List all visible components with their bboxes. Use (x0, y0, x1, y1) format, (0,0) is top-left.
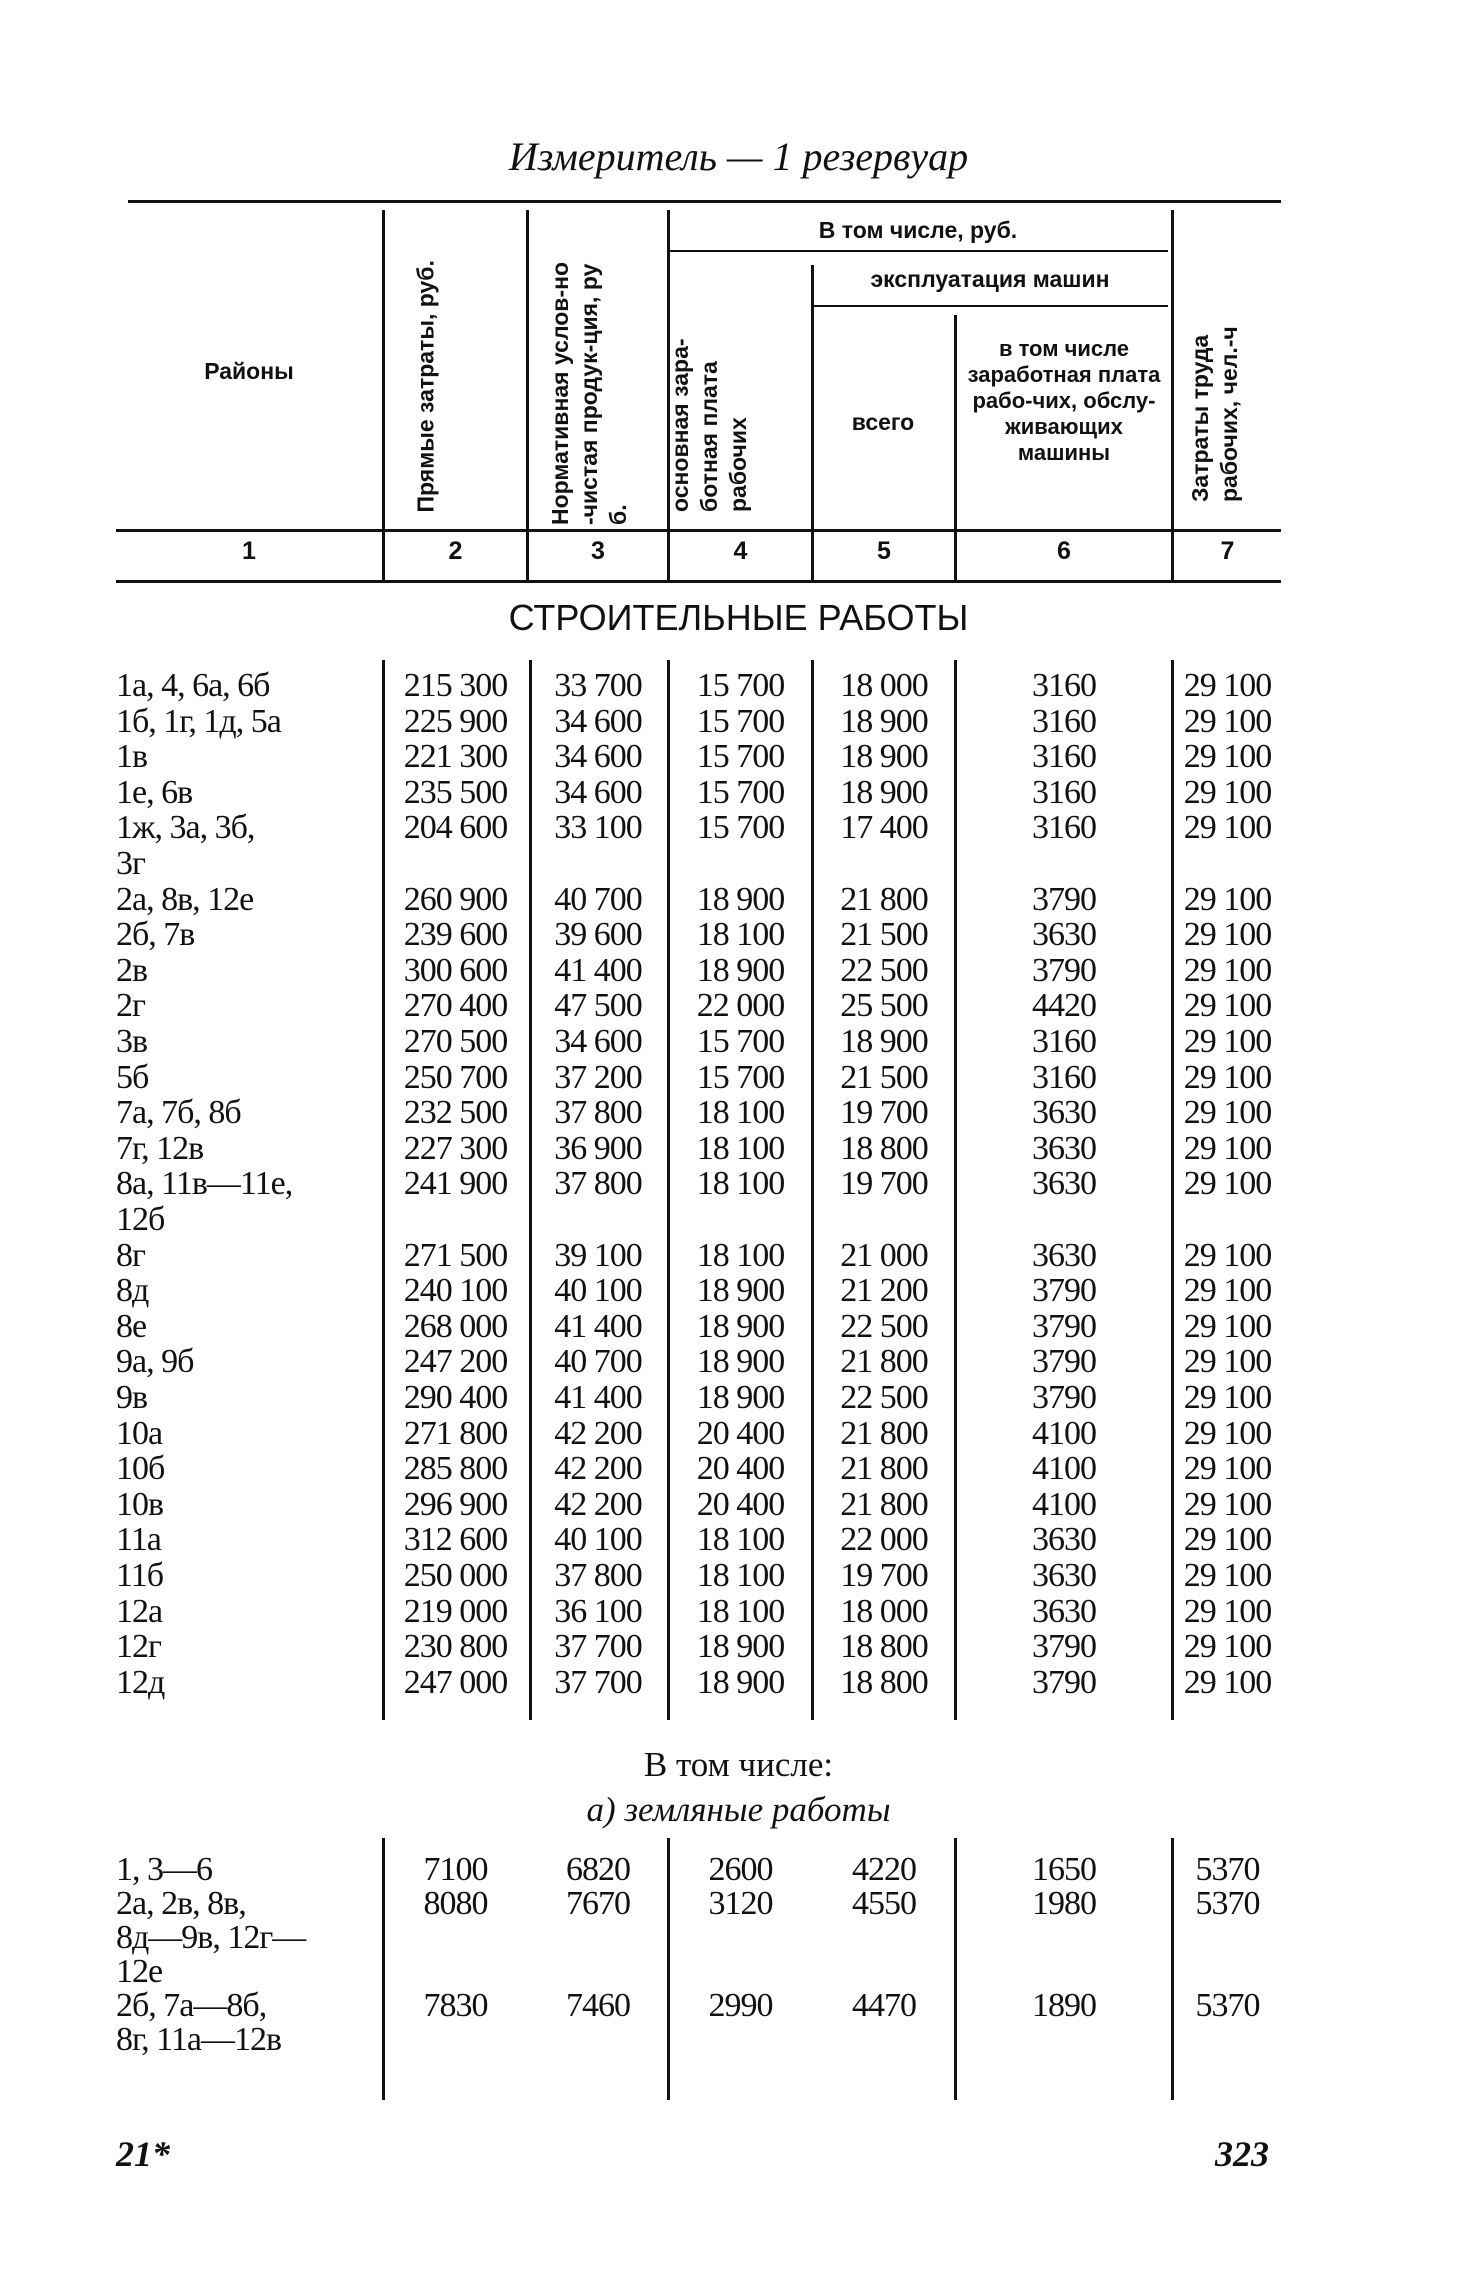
value-cell: 3790 (1032, 1628, 1096, 1666)
district-line: 1в (116, 738, 148, 776)
district-cell (116, 1131, 376, 1167)
column-number: 4 (733, 537, 748, 565)
value-cell: 232 500 (403, 1094, 508, 1132)
district-cell (116, 1380, 376, 1416)
district-line: 2б, 7а—8б, (116, 1987, 267, 2024)
value-cell: 21 000 (840, 1236, 928, 1274)
district-cell (116, 1238, 376, 1274)
value-cell: 18 000 (840, 667, 928, 704)
district-line: 7а, 7б, 8б (116, 1094, 241, 1132)
value-cell: 3790 (1032, 1307, 1096, 1345)
value-cell: 22 500 (840, 1379, 928, 1416)
district-line: 8д—9в, 12г— (116, 1919, 306, 1956)
value-cell: 312 600 (403, 1521, 508, 1559)
value-cell: 5370 (1195, 1987, 1260, 2024)
district-line: 2а, 2в, 8в, (116, 1885, 246, 1922)
district-line: 12а (116, 1592, 163, 1630)
value-cell: 215 300 (403, 667, 508, 704)
value-cell: 40 100 (554, 1521, 642, 1559)
value-cell: 7670 (566, 1885, 630, 1922)
district-cell (116, 1273, 376, 1309)
value-cell: 18 100 (696, 1129, 785, 1167)
value-cell: 271 800 (403, 1414, 508, 1452)
value-cell: 7830 (423, 1987, 488, 2024)
including-label: В том числе: (643, 1745, 834, 1784)
value-cell: 29 100 (1183, 1628, 1272, 1666)
district-line: 12г (116, 1628, 161, 1666)
value-cell: 15 700 (696, 773, 785, 811)
value-cell: 227 300 (403, 1129, 508, 1167)
district-cell (116, 1594, 376, 1630)
value-cell: 29 100 (1183, 1485, 1272, 1523)
value-cell: 247 200 (403, 1343, 508, 1381)
value-cell: 37 700 (554, 1628, 642, 1666)
district-cell (116, 668, 376, 704)
value-cell: 4100 (1032, 1485, 1096, 1523)
value-cell: 29 100 (1183, 1272, 1272, 1310)
value-cell: 18 100 (696, 1165, 785, 1203)
value-cell: 18 100 (696, 1557, 785, 1594)
value-cell: 18 800 (840, 1628, 928, 1666)
header-regions: Районы (204, 358, 294, 384)
header-col-sep (382, 210, 385, 580)
value-cell: 4470 (852, 1987, 916, 2024)
district-line: 10б (116, 1450, 165, 1488)
value-cell: 219 000 (403, 1592, 508, 1630)
value-cell: 8080 (423, 1885, 488, 1922)
value-cell: 18 900 (696, 1343, 785, 1381)
value-cell: 5370 (1195, 1851, 1260, 1888)
value-cell: 3160 (1032, 773, 1096, 811)
district-line: 12д (116, 1663, 165, 1701)
header-including: В том числе, руб. (818, 217, 1018, 243)
value-cell: 37 800 (554, 1557, 642, 1594)
district-line: 11а (116, 1521, 161, 1559)
value-cell: 29 100 (1183, 1165, 1272, 1203)
value-cell: 37 800 (554, 1165, 642, 1203)
value-cell: 42 200 (554, 1414, 642, 1452)
value-cell: 29 100 (1183, 1414, 1272, 1452)
value-cell: 18 900 (840, 1023, 928, 1060)
value-cell: 221 300 (403, 738, 508, 776)
value-cell: 39 100 (554, 1236, 642, 1274)
district-cell (116, 882, 376, 918)
value-cell: 3160 (1032, 702, 1096, 740)
numbers-bottom-rule (116, 580, 1281, 583)
value-cell: 29 100 (1183, 702, 1272, 740)
value-cell: 18 100 (696, 1094, 785, 1132)
column-number: 5 (877, 537, 891, 565)
value-cell: 37 700 (554, 1663, 642, 1701)
value-cell: 235 500 (403, 773, 508, 811)
district-line: 9а, 9б (116, 1343, 194, 1381)
value-cell: 29 100 (1183, 1521, 1272, 1559)
district-cell (116, 1886, 376, 1988)
district-line: 7г, 12в (116, 1129, 204, 1167)
value-cell: 29 100 (1183, 916, 1272, 954)
value-cell: 3160 (1032, 1023, 1096, 1060)
value-cell: 18 900 (696, 1628, 785, 1666)
district-cell (116, 1522, 376, 1558)
district-line: 2б, 7в (116, 916, 195, 954)
value-cell: 296 900 (403, 1485, 508, 1523)
value-cell: 3790 (1032, 951, 1096, 989)
column-number: 6 (1057, 537, 1071, 565)
value-cell: 239 600 (403, 916, 508, 954)
value-cell: 3630 (1032, 1592, 1096, 1630)
value-cell: 260 900 (403, 880, 508, 918)
value-cell: 5370 (1195, 1885, 1260, 1922)
district-line: 8г, 11а—12в (116, 2021, 281, 2058)
district-cell (116, 1558, 376, 1594)
district-cell (116, 1665, 376, 1701)
value-cell: 1650 (1032, 1851, 1096, 1888)
value-cell: 29 100 (1183, 1094, 1272, 1132)
value-cell: 3630 (1032, 1557, 1096, 1594)
value-cell: 3630 (1032, 1521, 1096, 1559)
value-cell: 18 100 (696, 1592, 785, 1630)
value-cell: 21 800 (840, 1485, 928, 1523)
district-line: 10в (116, 1485, 164, 1523)
value-cell: 25 500 (840, 987, 928, 1025)
value-cell: 271 500 (403, 1236, 508, 1274)
value-cell: 29 100 (1183, 773, 1272, 811)
value-cell: 29 100 (1183, 951, 1272, 989)
value-cell: 33 700 (554, 667, 642, 704)
district-cell (116, 1166, 376, 1237)
value-cell: 29 100 (1183, 880, 1272, 918)
value-cell: 2990 (708, 1987, 773, 2024)
value-cell: 29 100 (1183, 1058, 1272, 1096)
value-cell: 17 400 (840, 809, 928, 847)
value-cell: 4420 (1032, 987, 1096, 1025)
column-number: 7 (1220, 537, 1235, 565)
header-machine-operation: эксплуатация машин (870, 266, 1110, 292)
value-cell: 47 500 (554, 987, 642, 1025)
value-cell: 18 100 (696, 1236, 785, 1274)
value-cell: 290 400 (403, 1379, 508, 1416)
district-line: 12б (116, 1200, 165, 1238)
district-line: 8а, 11в—11е, (116, 1165, 293, 1203)
header-incl-wages: в том числе заработная плата рабо-чих, обслу-живающих машины (967, 336, 1161, 465)
value-cell: 29 100 (1183, 738, 1272, 776)
value-cell: 15 700 (696, 1058, 785, 1096)
page-number: 323 (1215, 2134, 1269, 2174)
district-cell (116, 739, 376, 775)
value-cell: 21 800 (840, 1343, 928, 1381)
district-line: 1а, 4, 6а, 6б (116, 667, 270, 704)
value-cell: 29 100 (1183, 1557, 1272, 1594)
value-cell: 230 800 (403, 1628, 508, 1666)
value-cell: 29 100 (1183, 1450, 1272, 1488)
value-cell: 21 200 (840, 1272, 928, 1310)
value-cell: 3160 (1032, 1058, 1096, 1096)
value-cell: 42 200 (554, 1485, 642, 1523)
machines-rule (812, 305, 1168, 307)
value-cell: 3630 (1032, 1165, 1096, 1203)
value-cell: 22 000 (696, 987, 785, 1025)
value-cell: 19 700 (840, 1165, 928, 1203)
district-line: 1б, 1г, 1д, 5а (116, 702, 281, 740)
value-cell: 19 700 (840, 1557, 928, 1594)
column-number: 3 (591, 537, 605, 565)
value-cell: 3790 (1032, 1343, 1096, 1381)
value-cell: 1980 (1032, 1885, 1096, 1922)
district-cell (116, 1487, 376, 1523)
district-cell (116, 1451, 376, 1487)
value-cell: 268 000 (403, 1307, 508, 1345)
value-cell: 3790 (1032, 880, 1096, 918)
header-col-sep (1171, 210, 1174, 580)
value-cell: 18 900 (840, 773, 928, 811)
header-col-sep (526, 210, 529, 580)
column-number: 1 (242, 537, 256, 565)
value-cell: 29 100 (1183, 1129, 1272, 1167)
value-cell: 285 800 (403, 1450, 508, 1488)
district-cell (116, 775, 376, 811)
value-cell: 15 700 (696, 738, 785, 776)
value-cell: 247 000 (403, 1663, 508, 1701)
district-line: 10а (116, 1414, 163, 1452)
header-normative-output: Нормативная услов-но-чистая продук-ция, руб. (547, 261, 631, 525)
district-line: 8е (116, 1307, 147, 1345)
district-line: 1е, 6в (116, 773, 193, 811)
value-cell: 29 100 (1183, 1307, 1272, 1345)
value-cell: 270 400 (403, 987, 508, 1025)
value-cell: 29 100 (1183, 1663, 1272, 1701)
district-cell (116, 1309, 376, 1345)
district-line: 2г (116, 987, 145, 1025)
value-cell: 29 100 (1183, 1023, 1272, 1060)
district-line: 3в (116, 1023, 148, 1060)
district-cell (116, 953, 376, 989)
value-cell: 4220 (852, 1851, 916, 1888)
value-cell: 29 100 (1183, 667, 1272, 704)
value-cell: 240 100 (403, 1272, 508, 1310)
value-cell: 29 100 (1183, 1236, 1272, 1274)
value-cell: 29 100 (1183, 809, 1272, 847)
value-cell: 21 800 (840, 1414, 928, 1452)
district-cell (116, 1344, 376, 1380)
district-cell (116, 1416, 376, 1452)
district-cell (116, 1852, 376, 1886)
value-cell: 29 100 (1183, 1379, 1272, 1416)
value-cell: 40 100 (554, 1272, 642, 1310)
district-cell (116, 810, 376, 881)
section-title: СТРОИТЕЛЬНЫЕ РАБОТЫ (508, 597, 969, 638)
value-cell: 4550 (852, 1885, 916, 1922)
value-cell: 21 500 (840, 916, 928, 954)
value-cell: 18 900 (840, 702, 928, 740)
value-cell: 3790 (1032, 1379, 1096, 1416)
value-cell: 241 900 (403, 1165, 508, 1203)
value-cell: 29 100 (1183, 987, 1272, 1025)
value-cell: 33 100 (554, 809, 642, 847)
value-cell: 21 800 (840, 1450, 928, 1488)
district-cell (116, 988, 376, 1024)
value-cell: 22 500 (840, 1307, 928, 1345)
district-line: 3г (116, 844, 145, 882)
header-base-wages: основная зара-ботная плата рабочих (667, 338, 751, 512)
header-labor-costs: Затраты труда рабочих, чел.-ч (1187, 326, 1242, 502)
value-cell: 3160 (1032, 667, 1096, 704)
header-total: всего (851, 409, 915, 435)
value-cell: 3120 (708, 1885, 773, 1922)
value-cell: 7100 (423, 1851, 488, 1888)
value-cell: 3790 (1032, 1663, 1096, 1701)
district-cell (116, 1095, 376, 1131)
value-cell: 6820 (566, 1851, 630, 1888)
value-cell: 4100 (1032, 1450, 1096, 1488)
signature-mark: 21* (116, 2134, 170, 2174)
including-rule (668, 250, 1168, 252)
value-cell: 37 800 (554, 1094, 642, 1132)
column-number: 2 (448, 537, 463, 565)
value-cell: 250 700 (403, 1058, 508, 1096)
value-cell: 15 700 (696, 702, 785, 740)
value-cell: 20 400 (696, 1450, 785, 1488)
value-cell: 7460 (566, 1987, 630, 2024)
value-cell: 3160 (1032, 738, 1096, 776)
value-cell: 18 900 (696, 1272, 785, 1310)
value-cell: 250 000 (403, 1557, 508, 1594)
value-cell: 29 100 (1183, 1592, 1272, 1630)
district-line: 5б (116, 1058, 149, 1096)
district-cell (116, 1629, 376, 1665)
value-cell: 22 000 (840, 1521, 928, 1559)
value-cell: 18 100 (696, 1521, 785, 1559)
value-cell: 18 000 (840, 1592, 928, 1630)
district-line: 8д (116, 1272, 149, 1310)
value-cell: 3790 (1032, 1272, 1096, 1310)
value-cell: 29 100 (1183, 1343, 1272, 1381)
value-cell: 15 700 (696, 667, 785, 704)
value-cell: 3630 (1032, 1236, 1096, 1274)
value-cell: 2600 (708, 1851, 773, 1888)
value-cell: 36 100 (554, 1592, 642, 1630)
value-cell: 40 700 (554, 880, 642, 918)
value-cell: 3630 (1032, 1094, 1096, 1132)
value-cell: 18 900 (840, 738, 928, 776)
value-cell: 204 600 (403, 809, 508, 847)
value-cell: 34 600 (554, 738, 642, 776)
value-cell: 18 100 (696, 916, 785, 954)
value-cell: 225 900 (403, 702, 508, 740)
value-cell: 3160 (1032, 809, 1096, 847)
district-line: 1, 3—6 (116, 1851, 212, 1888)
value-cell: 18 800 (840, 1129, 928, 1167)
value-cell: 41 400 (554, 1307, 642, 1345)
value-cell: 41 400 (554, 951, 642, 989)
value-cell: 34 600 (554, 773, 642, 811)
value-cell: 21 800 (840, 880, 928, 918)
district-line: 2в (116, 951, 148, 989)
value-cell: 40 700 (554, 1343, 642, 1381)
header-top-rule (128, 200, 1281, 203)
value-cell: 300 600 (403, 951, 508, 989)
district-line: 9в (116, 1379, 148, 1416)
value-cell: 1890 (1032, 1987, 1096, 2024)
header-bottom-rule (116, 529, 1281, 532)
value-cell: 20 400 (696, 1414, 785, 1452)
value-cell: 18 800 (840, 1663, 928, 1701)
value-cell: 18 900 (696, 1663, 785, 1701)
district-cell (116, 917, 376, 953)
district-cell (116, 1988, 376, 2056)
value-cell: 20 400 (696, 1485, 785, 1523)
value-cell: 21 500 (840, 1058, 928, 1096)
value-cell: 22 500 (840, 951, 928, 989)
value-cell: 18 900 (696, 1307, 785, 1345)
value-cell: 3630 (1032, 1129, 1096, 1167)
value-cell: 19 700 (840, 1094, 928, 1132)
subsection-title: а) земляные работы (586, 1790, 891, 1829)
value-cell: 18 900 (696, 880, 785, 918)
value-cell: 41 400 (554, 1379, 642, 1416)
value-cell: 37 200 (554, 1058, 642, 1096)
district-line: 12е (116, 1953, 163, 1990)
value-cell: 39 600 (554, 916, 642, 954)
value-cell: 34 600 (554, 1023, 642, 1060)
value-cell: 15 700 (696, 809, 785, 847)
district-line: 11б (116, 1557, 164, 1594)
table-caption: Измеритель — 1 резервуар (508, 134, 969, 179)
value-cell: 4100 (1032, 1414, 1096, 1452)
value-cell: 42 200 (554, 1450, 642, 1488)
district-line: 1ж, 3а, 3б, (116, 809, 255, 847)
value-cell: 18 900 (696, 1379, 785, 1416)
district-cell (116, 1060, 376, 1096)
value-cell: 34 600 (554, 702, 642, 740)
value-cell: 36 900 (554, 1129, 642, 1167)
district-line: 2а, 8в, 12е (116, 880, 254, 918)
district-cell (116, 704, 376, 740)
value-cell: 270 500 (403, 1023, 508, 1060)
value-cell: 3630 (1032, 916, 1096, 954)
header-direct-costs: Прямые затраты, руб. (412, 260, 439, 513)
value-cell: 15 700 (696, 1023, 785, 1060)
district-line: 8г (116, 1236, 145, 1274)
value-cell: 18 900 (696, 951, 785, 989)
district-cell (116, 1024, 376, 1060)
